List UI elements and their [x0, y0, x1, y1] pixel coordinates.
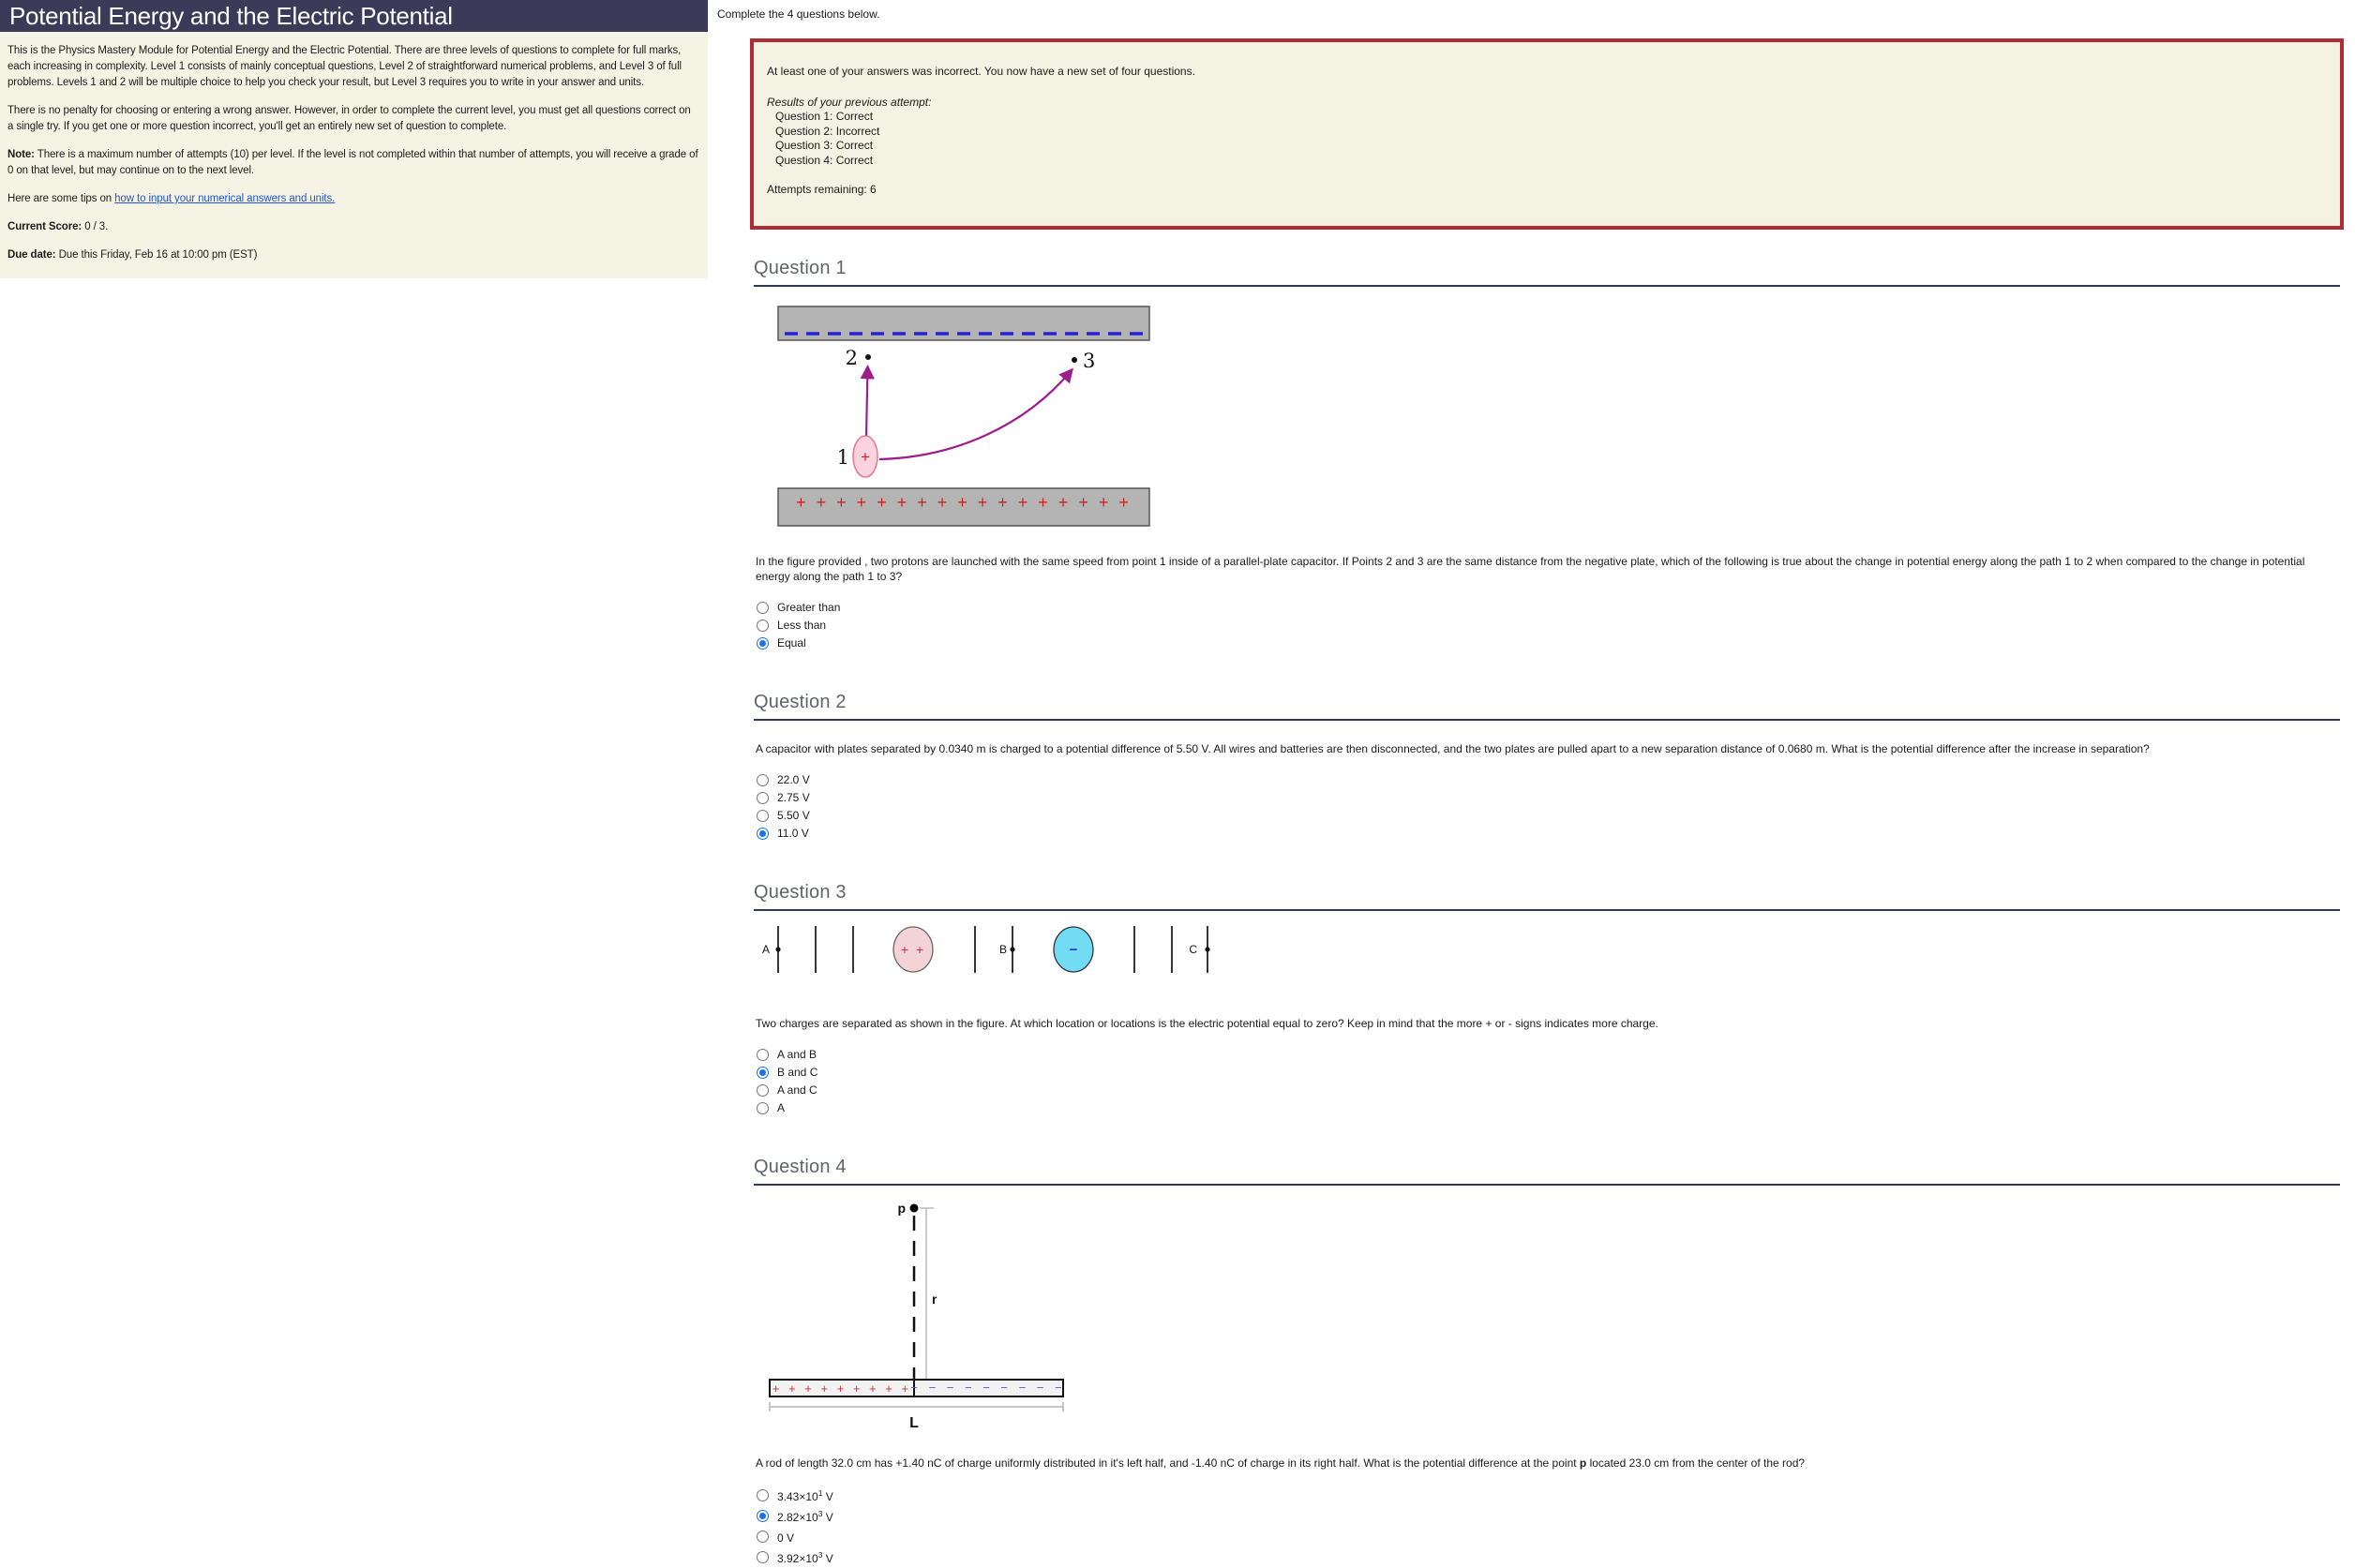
- positive-charge-signs: + +: [900, 941, 926, 957]
- q2-options: [757, 771, 2340, 843]
- questions-panel: [715, 0, 2349, 1568]
- negative-charge-sign: −: [1069, 941, 1078, 958]
- option-label: Less than: [777, 618, 827, 632]
- due-label: Due date:: [8, 249, 56, 261]
- q3-radio-a-and-c[interactable]: [757, 1084, 769, 1097]
- result-line-2: Question 2: Incorrect: [775, 124, 880, 138]
- intro-paragraph-2: There is no penalty for choosing or entering a wrong answer. However, in order to complete the current level, you must get all questions correct on a single try. If you get one or more question incorrect, you'll get an entirely new set of question to complete.: [8, 105, 691, 132]
- q2-radio-2-75-v[interactable]: [757, 792, 769, 804]
- q4-text-before: A rod of length 32.0 cm has +1.40 nC of charge uniformly distributed in it's left half, and -1.40 nC of charge in its right half. What is the potential difference at the point: [756, 1456, 1580, 1470]
- tips-link[interactable]: how to input your numerical answers and units.: [114, 193, 336, 204]
- q4-radio-0-v[interactable]: [757, 1531, 769, 1543]
- location-a-dot: [775, 947, 780, 951]
- option-label: $3.43\times 10^1$ V: [777, 1488, 833, 1503]
- option-label: A and B: [777, 1047, 818, 1061]
- q1-radio-greater-than[interactable]: [757, 602, 769, 614]
- q4-option-3-43e1-v[interactable]: [757, 1486, 2340, 1506]
- location-c-label: C: [1189, 942, 1197, 956]
- intro-paragraph-1: This is the Physics Mastery Module for Potential Energy and the Electric Potential. There are three levels of questions to complete for full marks, each increasing in complexity. Level 1 consists of mainly conceptual questions, Level 2 of straightforward numerical problems, and Level 3 of full problems. Levels 1 and 2 will be multiple choice to help you check your result, but Level 3 requires you to write in your answer and units.: [8, 45, 682, 88]
- location-a-label: A: [761, 942, 770, 956]
- note-text: There is a maximum number of attempts (10) per level. If the level is not completed within that number of attempts, you will receive a grade of 0 on that level, but may continue on to the next level.: [8, 149, 698, 176]
- q3-option-a-and-b[interactable]: [757, 1046, 2340, 1064]
- proton-plus-symbol: +: [861, 447, 870, 466]
- q1-figure: [758, 300, 2340, 533]
- option-label: Equal: [777, 635, 806, 650]
- location-b-dot: [1010, 947, 1014, 951]
- q1-option-equal[interactable]: [757, 635, 2340, 652]
- tips-prefix: Here are some tips on: [8, 193, 115, 204]
- q3-option-b-and-c[interactable]: [757, 1064, 2340, 1082]
- tips-paragraph: [8, 191, 698, 207]
- result-line-1: Question 1: Correct: [775, 110, 874, 123]
- option-label: B and C: [777, 1065, 818, 1079]
- note-label: Note:: [8, 149, 35, 160]
- module-info-sidebar: [0, 0, 708, 278]
- module-description: [0, 32, 708, 278]
- page-title: Potential Energy and the Electric Potential: [9, 2, 453, 30]
- q3-option-a-and-c[interactable]: [757, 1082, 2340, 1099]
- question-3-heading: Question 3: [754, 880, 2340, 911]
- q4-options: [757, 1486, 2340, 1568]
- question-4-section: [754, 1155, 2340, 1568]
- previous-results-header: Results of your previous attempt:: [767, 95, 932, 109]
- path-1-to-2-arrow: [866, 367, 868, 437]
- question-2-heading: Question 2: [754, 690, 2340, 721]
- point-3-label: 3: [1083, 349, 1096, 372]
- q3-charges-figure: [758, 924, 1226, 992]
- q4-radio-3-92e3-v[interactable]: [757, 1551, 769, 1563]
- q4-rod-figure: [758, 1199, 1132, 1431]
- question-3-section: [754, 880, 2340, 1117]
- option-label: 2.75 V: [777, 790, 810, 804]
- complete-instruction: Complete the 4 questions below.: [717, 7, 880, 21]
- score-value: 0 / 3.: [82, 221, 109, 232]
- q2-radio-22-0-v[interactable]: [757, 774, 769, 786]
- location-c-dot: [1205, 947, 1209, 951]
- q1-options: [757, 599, 2340, 652]
- question-2-section: [754, 690, 2340, 843]
- option-label: 22.0 V: [777, 772, 810, 786]
- q4-option-0-v[interactable]: [757, 1527, 2340, 1547]
- option-label: 5.50 V: [777, 808, 810, 822]
- attempt-alert: [750, 38, 2344, 230]
- q1-option-greater-than[interactable]: [757, 599, 2340, 617]
- q4-radio-2-82e3-v[interactable]: [757, 1510, 769, 1522]
- q4-text: [756, 1456, 2340, 1471]
- option-label: $2.82\times 10^3$ V: [777, 1509, 833, 1524]
- q2-radio-11-0-v[interactable]: [757, 828, 769, 840]
- q2-radio-5-50-v[interactable]: [757, 810, 769, 822]
- attempts-remaining: Attempts remaining: 6: [767, 183, 877, 196]
- previous-results-list: [767, 110, 2321, 168]
- option-label: $3.92\times 10^3$ V: [777, 1550, 833, 1565]
- rod-right-charges: − − − − − − − − −: [910, 1380, 1066, 1395]
- question-1-section: [754, 256, 2340, 652]
- path-1-to-3-arrow: [879, 370, 1072, 459]
- q4-figure: [758, 1199, 2340, 1435]
- point-2-label: 2: [845, 346, 858, 369]
- question-4-heading: Question 4: [754, 1155, 2340, 1186]
- location-b-label: B: [998, 942, 1007, 956]
- q2-option-22-0-v[interactable]: [757, 771, 2340, 789]
- due-date: [8, 247, 698, 263]
- point-1-label: 1: [836, 445, 849, 469]
- option-label: A: [777, 1100, 786, 1114]
- note-paragraph: [8, 147, 698, 179]
- q1-radio-equal[interactable]: [757, 637, 769, 650]
- q4-point-bold: p: [1579, 1456, 1587, 1470]
- rod-left-charges: + + + + + + + + +: [772, 1381, 912, 1396]
- option-label: 0 V: [777, 1531, 795, 1545]
- q3-text: Two charges are separated as shown in the figure. At which location or locations is the electric potential equal to zero? Keep in mind that the more + or - signs indicates more charge.: [756, 1016, 1658, 1030]
- q3-radio-a-and-b[interactable]: [757, 1049, 769, 1061]
- distance-r-label: r: [932, 1291, 938, 1307]
- q2-option-11-0-v[interactable]: [757, 825, 2340, 843]
- point-p-dot: [910, 1203, 919, 1212]
- q3-option-a[interactable]: [757, 1099, 2340, 1117]
- question-1-heading: Question 1: [754, 256, 2340, 287]
- positive-plate-charges: + + + + + + + + + + + + + + + + +: [796, 492, 1132, 512]
- q3-radio-a[interactable]: [757, 1102, 769, 1114]
- q1-option-less-than[interactable]: [757, 617, 2340, 635]
- q4-radio-3-43e1-v[interactable]: [757, 1489, 769, 1501]
- q4-option-2-82e3-v[interactable]: [757, 1506, 2340, 1527]
- q1-radio-less-than[interactable]: [757, 620, 769, 632]
- point-3-dot: [1072, 357, 1077, 363]
- q3-figure: [758, 924, 2340, 995]
- option-label: 11.0 V: [777, 826, 809, 840]
- q3-options: [757, 1046, 2340, 1117]
- q3-radio-b-and-c[interactable]: [757, 1067, 769, 1079]
- option-label: Greater than: [777, 600, 841, 614]
- q2-option-2-75-v[interactable]: [757, 789, 2340, 807]
- q1-capacitor-figure: [758, 300, 1151, 530]
- score-label: Current Score:: [8, 221, 82, 232]
- point-2-dot: [865, 354, 871, 360]
- q4-option-3-92e3-v[interactable]: [757, 1547, 2340, 1568]
- point-p-label: p: [897, 1200, 906, 1216]
- q2-option-5-50-v[interactable]: [757, 807, 2340, 825]
- alert-message: At least one of your answers was incorrect. You now have a new set of four questions.: [767, 65, 1195, 78]
- q2-text: A capacitor with plates separated by 0.0340 m is charged to a potential difference of 5.50 V. All wires and batteries are then disconnected, and the two plates are pulled apart to a new separation distance of 0.0680 m. What is the potential difference after the increase in separation?: [756, 741, 2150, 755]
- result-line-3: Question 3: Correct: [775, 139, 874, 152]
- module-title-bar: [0, 0, 708, 32]
- option-label: A and C: [777, 1083, 818, 1097]
- q4-text-after: located 23.0 cm from the center of the rod?: [1586, 1456, 1806, 1470]
- q1-text: In the figure provided , two protons are launched with the same speed from point 1 inside of a parallel-plate capacitor. If Points 2 and 3 are the same distance from the negative plate, which of the following is true about the change in potential energy along the path 1 to 2 when compared to the change in potential energy along the path 1 to 3?: [756, 554, 2305, 583]
- due-value: Due this Friday, Feb 16 at 10:00 pm (EST): [55, 249, 258, 261]
- length-l-label: L: [909, 1414, 919, 1431]
- result-line-4: Question 4: Correct: [775, 153, 874, 167]
- current-score: [8, 219, 698, 235]
